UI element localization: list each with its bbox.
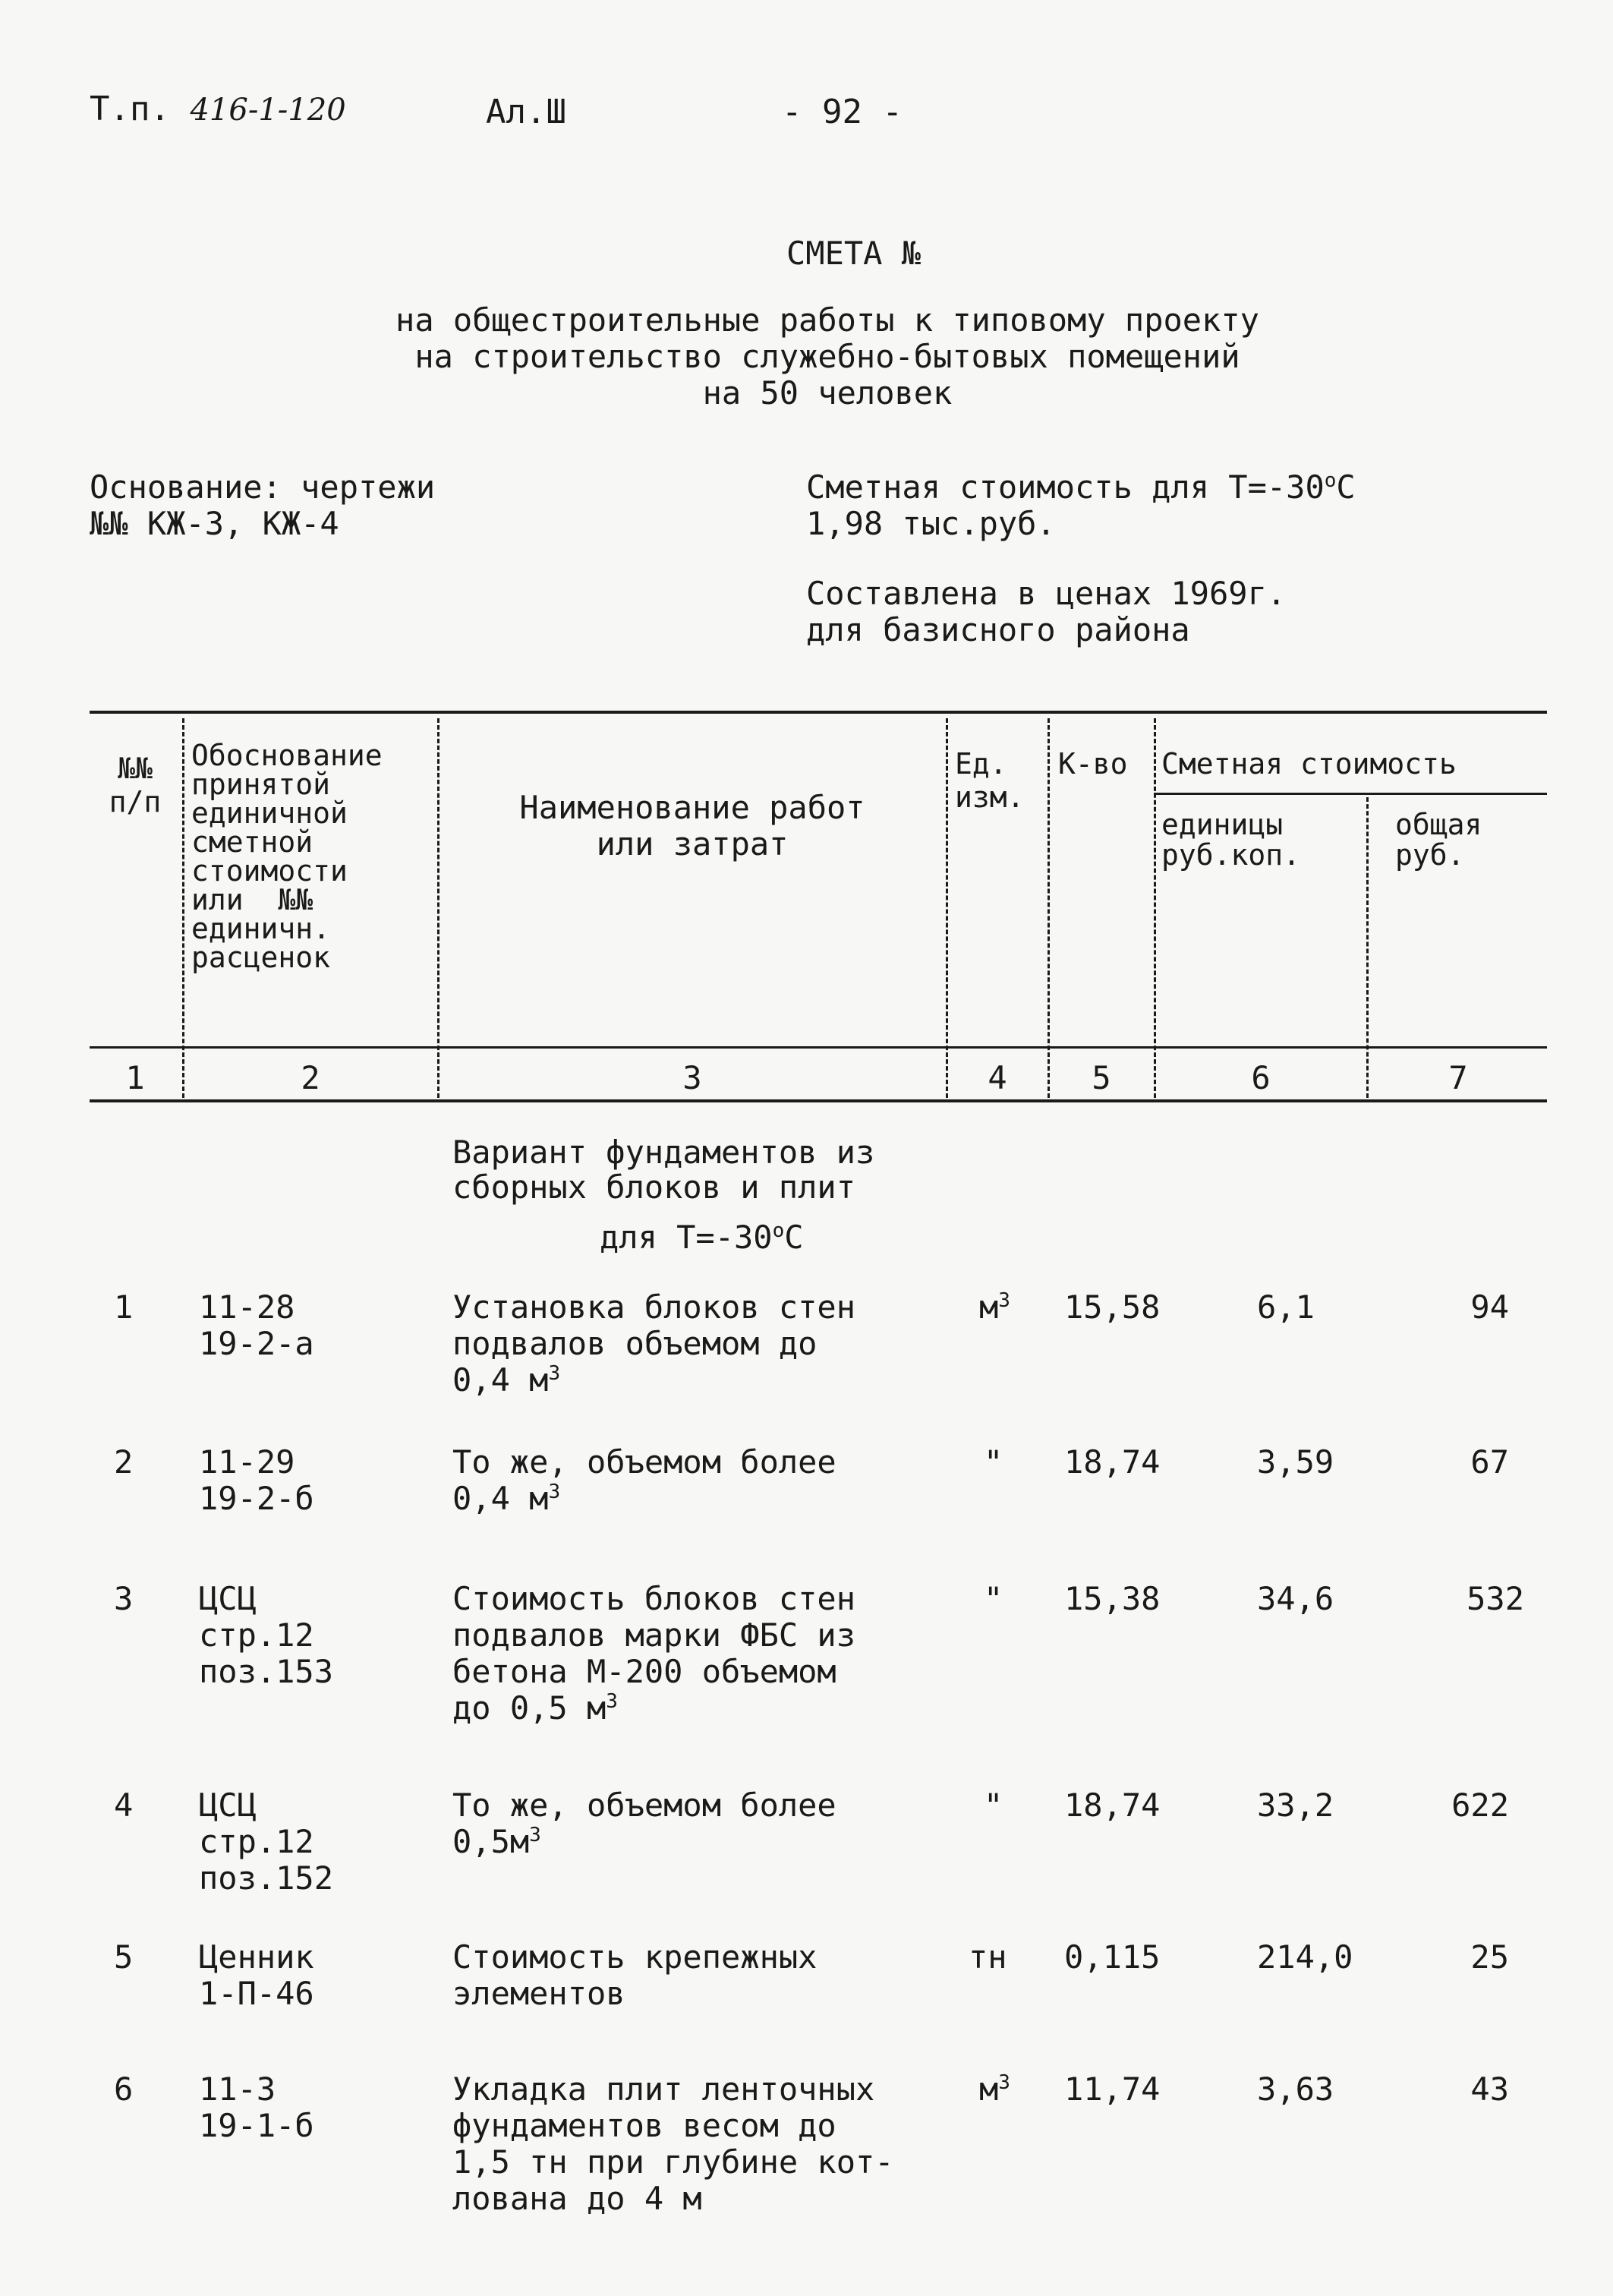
row-unit-text: м [979,2070,999,2108]
column-divider [1154,718,1156,1098]
row-unit-text: " [984,1580,1003,1617]
title-line-2: на строительство служебно-бытовых помещений [414,338,1240,375]
row-unit-text: м [979,1288,999,1326]
header-col-cost: Сметная стоимость [1161,747,1457,781]
row-basis: 11-28 19-2-а [199,1288,314,1362]
column-number: 6 [1251,1059,1271,1096]
section-temperature-text: для Т=-30 [600,1219,773,1256]
row-name-superscript: 3 [548,1362,561,1385]
table-top-rule [90,711,1547,714]
row-name [452,1939,817,2012]
row-basis: 11-29 19-2-б [199,1443,314,1517]
header-col-unit-price: единицы руб.коп. [1161,808,1301,872]
price-basis-line: Составлена в ценах 1969г. [806,575,1287,612]
row-unit [984,1787,1003,1824]
row-unit-text: тн [969,1938,1007,1976]
section-heading-line-2: сборных блоков и плит [452,1168,856,1206]
column-number: 5 [1092,1059,1111,1096]
row-quantity: 11,74 [1064,2070,1161,2108]
row-name-text: Стоимость блоков стен подвалов марки ФБС из бетона М-200 объемом до 0,5 м [452,1580,856,1727]
row-unit-price: 33,2 [1257,1787,1334,1824]
region-line: для базисного района [806,611,1190,648]
row-total: 622 [1451,1787,1509,1824]
section-heading-line-1: Вариант фундаментов из [452,1134,875,1171]
row-unit-text: " [984,1443,1003,1481]
header-col-qty: К-во [1058,747,1128,781]
temperature-unit: С [1336,468,1356,506]
row-basis: 11-3 19-1-б [199,2070,314,2144]
basis-line-2: №№ КЖ-3, КЖ-4 [90,505,339,542]
row-quantity: 18,74 [1064,1443,1161,1481]
project-number-handwritten: 416-1-120 [190,93,346,128]
row-unit-price: 3,59 [1257,1443,1334,1481]
page-number: - 92 - [782,93,903,131]
row-number: 3 [114,1580,134,1617]
row-basis: Ценник 1-П-46 [199,1938,314,2012]
estimated-cost-line [806,469,1356,506]
column-divider [1048,718,1050,1098]
subheader-rule [1154,793,1547,795]
row-total: 67 [1470,1443,1509,1481]
row-basis: ЦСЦ стр.12 поз.152 [199,1787,334,1897]
column-number: 7 [1448,1059,1468,1096]
row-number: 2 [114,1443,134,1481]
degree-mark: о [1324,469,1337,492]
section-heading-line-3 [600,1219,804,1256]
header-col-total: общая руб. [1395,808,1482,872]
row-unit [984,1581,1003,1617]
column-number: 4 [988,1059,1007,1096]
project-prefix: Т.п. [90,90,170,128]
row-total: 43 [1470,2070,1509,2108]
row-unit-superscript: 3 [998,1289,1010,1312]
row-number: 6 [114,2070,134,2108]
column-divider [1366,797,1369,1098]
row-unit [984,1444,1003,1481]
row-name-superscript: 3 [606,1690,618,1713]
row-unit-superscript: 3 [998,2071,1010,2094]
header-col-unit: Ед. изм. [955,747,1025,814]
album-label: Ал.Ш [486,93,566,131]
project-label [90,90,346,128]
row-number: 1 [114,1288,134,1326]
title-line-1: на общестроительные работы к типовому проекту [395,301,1259,339]
estimated-cost-text: Сметная стоимость для Т=-30 [806,468,1325,506]
estimated-cost-value: 1,98 тыс.руб. [806,505,1056,542]
column-divider [182,718,184,1098]
row-unit-price: 6,1 [1257,1288,1315,1326]
row-unit [969,1939,1007,1976]
row-quantity: 15,38 [1064,1580,1161,1617]
column-divider [946,718,948,1098]
row-name [452,1787,836,1860]
row-quantity: 0,115 [1064,1938,1161,1976]
column-number: 1 [125,1059,145,1096]
title-line-3: на 50 человек [702,374,953,412]
header-bottom-rule [90,1046,1547,1049]
header-col-name: Наименование работ или затрат [519,789,865,863]
row-name [452,1444,836,1517]
row-unit-price: 3,63 [1257,2070,1334,2108]
row-basis: ЦСЦ стр.12 поз.153 [199,1580,334,1690]
row-name [452,2071,894,2217]
row-total: 25 [1470,1938,1509,1976]
row-quantity: 15,58 [1064,1288,1161,1326]
column-number: 2 [301,1059,320,1096]
header-col-num: №№ п/п [109,752,162,818]
column-number: 3 [682,1059,702,1096]
row-name-superscript: 3 [529,1824,541,1847]
row-unit-text: " [984,1787,1003,1824]
row-unit-price: 34,6 [1257,1580,1334,1617]
document-title: СМЕТА № [786,235,921,272]
column-divider [437,718,439,1098]
row-unit [979,2071,1010,2108]
row-name [452,1581,855,1727]
header-col-basis: Обоснование принятой единичной сметной стоимости или №№ единичн. расценок [191,739,383,974]
row-total: 532 [1467,1580,1524,1617]
row-name-text: То же, объемом более 0,5м [452,1787,836,1860]
row-number: 5 [114,1938,134,1976]
row-quantity: 18,74 [1064,1787,1161,1824]
degree-mark: о [772,1219,785,1242]
row-name [452,1289,855,1399]
row-name-text: Стоимость крепежных элементов [452,1938,818,2012]
row-unit-price: 214,0 [1257,1938,1353,1976]
row-name-superscript: 3 [548,1481,561,1503]
row-total: 94 [1470,1288,1509,1326]
row-number: 4 [114,1787,134,1824]
row-name-text: Установка блоков стен подвалов объемом до 0,4 м [452,1288,856,1399]
row-name-text: То же, объемом более 0,4 м [452,1443,836,1517]
row-unit [979,1289,1010,1326]
numbering-bottom-rule [90,1099,1547,1102]
temperature-unit: С [784,1219,804,1256]
basis-line-1: Основание: чертежи [90,468,436,506]
row-name-text: Укладка плит ленточных фундаментов весом до 1,5 тн при глубине кот- лована до 4 м [452,2070,894,2217]
